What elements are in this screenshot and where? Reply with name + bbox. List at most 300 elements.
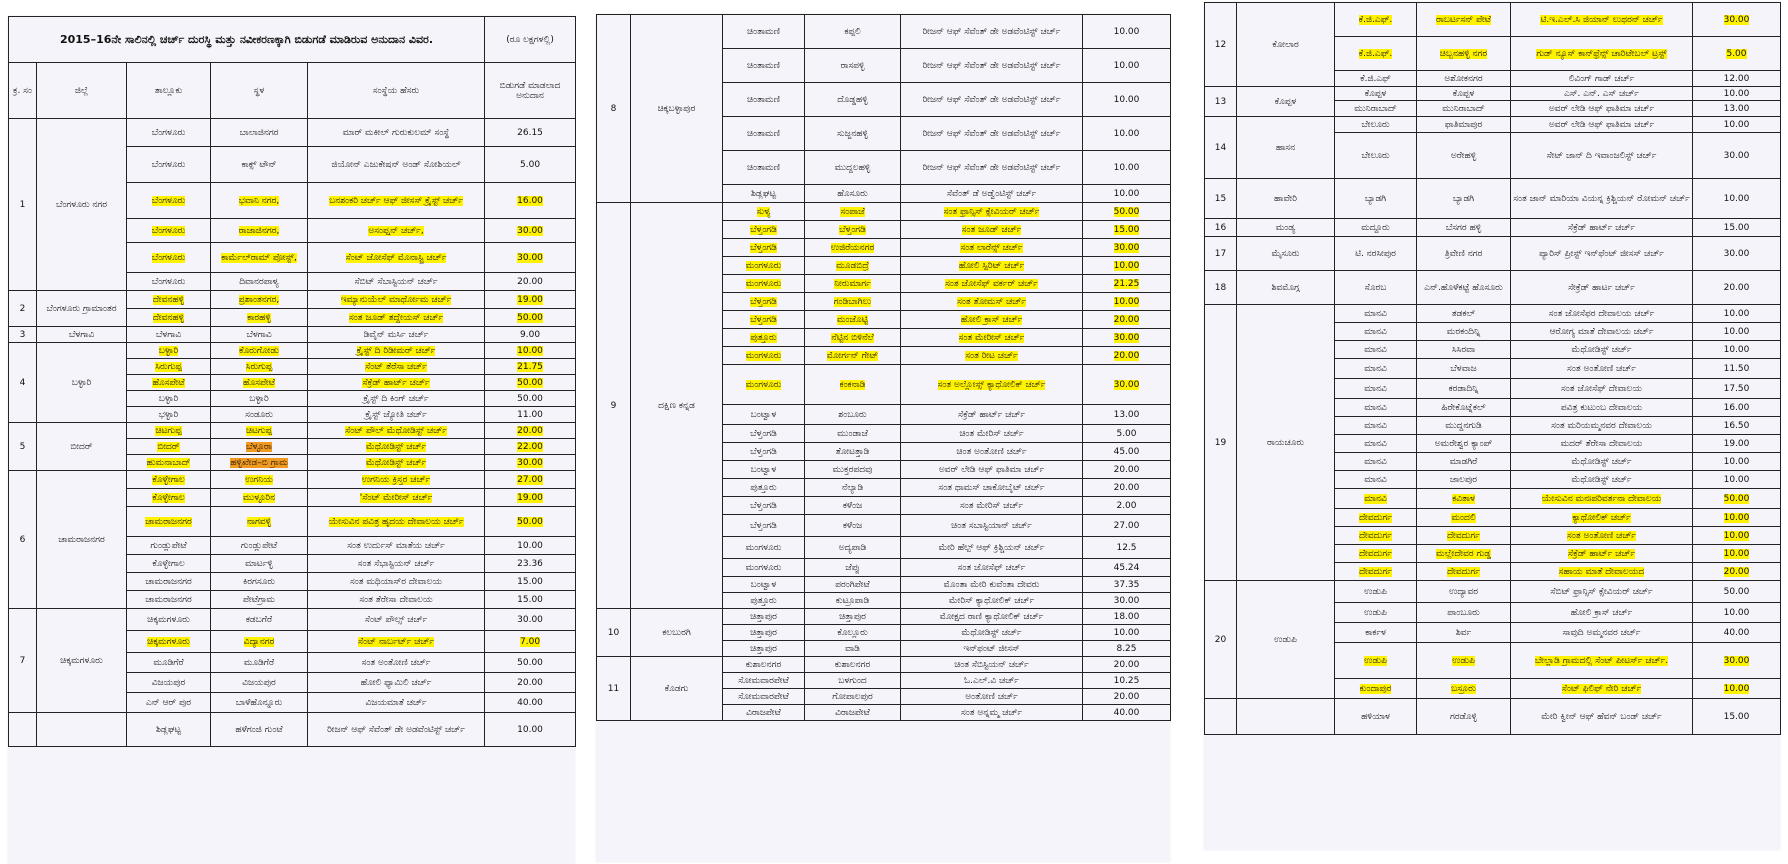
institution-cell-text: ಸಂತ ಅನ್ನಮ್ಮ ಚರ್ಚ್ xyxy=(960,707,1023,718)
taluk-cell-text: ಚಾಮರಾಜನಗರ xyxy=(145,594,192,605)
institution-cell xyxy=(1511,643,1693,679)
amount-cell xyxy=(1083,515,1171,537)
taluk-cell-text: ವಿರಾಜಪೇಟೆ xyxy=(746,707,781,718)
place-cell xyxy=(805,83,901,117)
taluk-cell-text: ಚಿಂತಾಮಣಿ xyxy=(747,162,780,173)
taluk-cell-text: ಮಾನವಿ xyxy=(1364,308,1387,319)
place-cell-text: ಮುದ್ದನಗುಡಿ xyxy=(1445,420,1482,431)
institution-cell-text: ಓ.ಎಲ್.ವಿ ಚರ್ಚ್ xyxy=(964,675,1019,686)
taluk-cell-text: ಉಡುಪಿ xyxy=(1364,655,1387,666)
amount-cell xyxy=(1693,471,1781,489)
amount-cell-text: 15.00 xyxy=(517,576,543,587)
taluk-cell xyxy=(1335,87,1417,101)
taluk-cell-text: ದೇವದುರ್ಗ xyxy=(1359,548,1392,559)
amount-cell-text: 50.00 xyxy=(517,393,543,404)
place-cell-text: ದೇವದುರ್ಗ xyxy=(1447,566,1480,577)
amount-cell xyxy=(1693,341,1781,359)
taluk-cell-text: ವಿಜಯಪುರ xyxy=(151,677,186,688)
institution-cell xyxy=(1511,489,1693,509)
institution-cell xyxy=(308,343,485,359)
institution-cell xyxy=(1511,359,1693,379)
serial-number: 11 xyxy=(597,657,631,721)
taluk-cell xyxy=(1335,117,1417,133)
institution-cell xyxy=(308,537,485,555)
taluk-cell-text: ಮದ್ದೂರು xyxy=(1361,222,1390,233)
taluk-cell xyxy=(1335,37,1417,71)
amount-cell-text: 50.00 xyxy=(517,657,543,668)
amount-cell-text: 20.00 xyxy=(1723,282,1750,293)
place-cell-text: ಬೆಳವಾಜ xyxy=(1450,363,1477,374)
district-cell: ರಾಯಚೂರು xyxy=(1237,305,1335,581)
taluk-cell xyxy=(1335,527,1417,545)
institution-cell xyxy=(901,425,1083,443)
institution-cell xyxy=(308,631,485,653)
amount-cell-text: 10.00 xyxy=(1723,456,1750,467)
place-cell xyxy=(211,555,308,573)
amount-cell-text: 10.00 xyxy=(1113,162,1140,173)
institution-cell xyxy=(308,147,485,183)
institution-cell xyxy=(308,375,485,391)
institution-cell-text: ಸೇಟ್ ಜಾನ್ ದಿ ಇವಾಂಜಲಿಸ್ಟ್ ಚರ್ಚ್ xyxy=(1546,150,1657,161)
institution-cell-text: ಲಿವಿಂಗ್ ಗಾಡ್ ಚರ್ಚ್ xyxy=(1568,73,1635,84)
place-cell xyxy=(211,693,308,713)
amount-cell xyxy=(485,327,576,343)
place-cell-text: ಬಳ್ಳಾರಿ xyxy=(249,393,269,404)
serial-number: 7 xyxy=(9,609,37,713)
amount-cell-text: 21.25 xyxy=(1113,278,1140,289)
taluk-cell xyxy=(723,203,805,221)
institution-cell xyxy=(308,119,485,147)
amount-cell-text: 2.00 xyxy=(1116,500,1137,511)
institution-cell-text: ಸಂತ ಉರ್ದುಸ್ ಮಾತೆಯ ಚರ್ಚ್ xyxy=(347,540,445,551)
serial-number: 16 xyxy=(1205,219,1237,237)
taluk-cell-text: ಕುಂದಾಪುರ xyxy=(1359,683,1392,694)
amount-cell-text: 15.00 xyxy=(1723,711,1750,722)
taluk-cell xyxy=(127,537,211,555)
taluk-cell xyxy=(1335,489,1417,509)
place-cell-text: ಮಾರ್ಟಳ್ಳಿ xyxy=(245,558,273,569)
place-cell xyxy=(1417,341,1511,359)
institution-cell xyxy=(901,461,1083,479)
institution-cell xyxy=(901,641,1083,657)
table-row xyxy=(1205,3,1781,37)
place-cell-text: ತೋಟತ್ತಾಡಿ xyxy=(835,446,870,457)
institution-cell xyxy=(308,555,485,573)
place-cell xyxy=(1417,271,1511,305)
place-cell-text: ಮೂಡಿಗೆರೆ xyxy=(243,657,275,668)
place-cell xyxy=(211,439,308,455)
taluk-cell-text: ಸೊರಬ xyxy=(1364,282,1387,293)
amount-cell xyxy=(1693,133,1781,179)
institution-cell-text: ಡಿವೈನ್ ಮರ್ಸಿ ಚರ್ಚ್ xyxy=(363,329,429,340)
institution-cell xyxy=(308,455,485,471)
amount-cell-text: 20.00 xyxy=(517,276,543,287)
amount-cell-text: 13.00 xyxy=(1113,409,1140,420)
amount-cell-text: 30.00 xyxy=(517,252,543,263)
institution-cell xyxy=(308,673,485,693)
taluk-cell xyxy=(1335,545,1417,563)
serial-number xyxy=(1205,699,1237,735)
institution-cell-text: ಮೇರಿಸ್ ಕ್ಯಾಥೋಲಿಕ್ ಚರ್ಚ್ xyxy=(948,595,1035,606)
place-cell-text: ಕುಟ್ರೂಪಾಡಿ xyxy=(835,595,870,606)
place-cell xyxy=(211,471,308,489)
amount-cell xyxy=(1083,689,1171,705)
institution-cell xyxy=(308,439,485,455)
institution-cell-text: ಬನಶಂಕರಿ ಚರ್ಚ್ ಆಫ್ ಜೀಸಸ್ ಕ್ರೈಸ್ಟ್ ಚರ್ಚ್ xyxy=(329,195,463,206)
place-cell-text: ಬಸ್ರೂರು xyxy=(1451,683,1476,694)
place-cell-text: ಮಂದಲಿ xyxy=(1451,512,1476,523)
taluk-cell-text: ಸುಳ್ಯ xyxy=(756,206,771,217)
taluk-cell xyxy=(1335,699,1417,735)
institution-cell-text: ಬೇಲ್ಲಾಡಿ ಗ್ರಾಮದಲ್ಲಿ ಸೆಂಟ್ ಪೀಟರ್ಸ್ ಚರ್ಚ್. xyxy=(1534,655,1669,666)
place-cell-text: ಪ್ರಶಾಂತನಗರ, xyxy=(238,294,280,305)
institution-cell-text: ಕ್ರೈಸ್ಟ್ ಜ್ಯೋತಿ ಚರ್ಚ್ xyxy=(365,409,427,420)
taluk-cell-text: ಚಿಕ್ಕಮಗಳೂರು xyxy=(147,636,190,647)
amount-cell xyxy=(1083,49,1171,83)
amount-cell-text: 10.00 xyxy=(1113,26,1140,37)
place-cell xyxy=(1417,581,1511,603)
table-row xyxy=(1205,305,1781,323)
amount-cell-text: 10.00 xyxy=(1723,530,1750,541)
institution-cell-text: ಮೆಥೋಡಿಸ್ಟ್ ಚರ್ಚ್ xyxy=(1571,344,1632,355)
amount-cell xyxy=(485,591,576,609)
header-district: ಜಿಲ್ಲೆ xyxy=(37,63,127,119)
amount-cell xyxy=(1083,151,1171,185)
place-cell xyxy=(1417,323,1511,341)
amount-cell-text: 12.00 xyxy=(1723,73,1750,84)
institution-cell xyxy=(1511,179,1693,219)
institution-cell-text: ಮೆಥೋಡಿಸ್ಟ್ ಚರ್ಚ್ xyxy=(365,441,427,452)
institution-cell-text: ಚಿಂತ ಸಬಾಸ್ಟಿಯಾನ್ ಚರ್ಚ್ xyxy=(951,520,1032,531)
amount-cell-text: 26.15 xyxy=(517,127,543,138)
district-cell: ಮೈಸೂರು xyxy=(1237,237,1335,271)
institution-cell-text: ಹೋಲಿ ಕ್ರಾಸ್ ಚರ್ಚ್ xyxy=(960,314,1023,325)
taluk-cell-text: ಬಂಟ್ವಾಳ xyxy=(750,579,777,590)
amount-cell-text: 10.00 xyxy=(1723,683,1750,694)
taluk-cell-text: ದೇವದುರ್ಗ xyxy=(1359,566,1392,577)
amount-cell-text: 30.00 xyxy=(1113,332,1140,343)
place-cell xyxy=(1417,305,1511,323)
place-cell xyxy=(805,221,901,239)
institution-cell xyxy=(901,311,1083,329)
amount-cell xyxy=(485,471,576,489)
place-cell xyxy=(1417,435,1511,453)
district-cell: ಮಂಡ್ಯ xyxy=(1237,219,1335,237)
amount-cell xyxy=(485,273,576,291)
place-cell-text: ಎನ್.ಹೊಳೆಕಟ್ಟೆ ಹೊಸೂರು xyxy=(1424,282,1503,293)
amount-cell xyxy=(485,119,576,147)
amount-cell-text: 10.00 xyxy=(517,345,543,356)
taluk-cell xyxy=(723,689,805,705)
amount-cell xyxy=(485,631,576,653)
taluk-cell xyxy=(127,653,211,673)
place-cell xyxy=(1417,545,1511,563)
serial-number: 14 xyxy=(1205,117,1237,179)
place-cell xyxy=(211,489,308,507)
place-cell-text: ಬಾಲಾಜಿನಗರ xyxy=(239,127,279,138)
document-title: 2015–16ನೇ ಸಾಲಿನಲ್ಲಿ ಚರ್ಚ್ ದುರಸ್ಥಿ ಮತ್ತು ನವೀಕರಣಕ್ಕಾಗಿ ಬಿಡುಗಡೆ ಮಾಡಿರುವ ಅನುದಾನ ವಿವರ. xyxy=(9,17,485,63)
taluk-cell xyxy=(1335,133,1417,179)
place-cell-text: ಬೆಳ್ತಂಗಡಿ xyxy=(839,224,866,235)
taluk-cell-text: ಬೆಳ್ತಂಗಡಿ xyxy=(750,242,777,253)
taluk-cell-text: ಮಂಗಳೂರು xyxy=(745,260,782,271)
place-cell xyxy=(1417,643,1511,679)
place-cell xyxy=(1417,471,1511,489)
institution-cell xyxy=(308,183,485,219)
taluk-cell-text: ಶಿಡ್ಲಘಟ್ಟ xyxy=(155,724,182,735)
place-cell xyxy=(805,705,901,721)
serial-number: 15 xyxy=(1205,179,1237,219)
amount-cell xyxy=(1083,239,1171,257)
place-cell xyxy=(1417,489,1511,509)
place-cell xyxy=(211,183,308,219)
place-cell xyxy=(1417,359,1511,379)
place-cell-text: ತ್ರಿವೇಣಿ ನಗರ xyxy=(1444,248,1483,259)
institution-cell xyxy=(308,327,485,343)
place-cell-text: ಗೋಪಾಲಪುರ xyxy=(832,691,873,702)
amount-cell xyxy=(1083,593,1171,609)
place-cell-text: ಬಾಳೆಹೊನ್ನೂರು xyxy=(235,697,283,708)
taluk-cell xyxy=(127,327,211,343)
serial-number: 4 xyxy=(9,343,37,423)
amount-cell xyxy=(1693,623,1781,643)
taluk-cell xyxy=(723,497,805,515)
institution-cell-text: ಸೆಕ್ರೆಡ್ ಹಾರ್ಟ್ ಚರ್ಚ್ xyxy=(1567,222,1636,233)
amount-cell-text: 50.00 xyxy=(1723,493,1750,504)
place-cell xyxy=(211,391,308,407)
place-cell xyxy=(805,443,901,461)
amount-cell xyxy=(485,573,576,591)
taluk-cell xyxy=(723,257,805,275)
institution-cell xyxy=(901,329,1083,347)
taluk-cell xyxy=(127,507,211,537)
amount-cell xyxy=(1083,203,1171,221)
taluk-cell-text: ಬೆಂಗಳೂರು xyxy=(151,276,186,287)
amount-cell-text: 10.00 xyxy=(1113,260,1140,271)
institution-cell xyxy=(901,673,1083,689)
institution-cell-text: ಕ್ರೈಸ್ಟ್ ದಿ ಕಿಂಗ್ ಚರ್ಚ್ xyxy=(363,393,429,404)
institution-cell-text: ಸೆಂಟ್ ಫಿಲಿಫ್ ನೇರಿ ಚರ್ಚ್ xyxy=(1561,683,1642,694)
amount-cell-text: 19.00 xyxy=(517,294,543,305)
place-cell-text: ಸಿಸಿರವಾ xyxy=(1451,344,1476,355)
taluk-cell xyxy=(1335,453,1417,471)
serial-number: 10 xyxy=(597,609,631,657)
amount-cell-text: 10.00 xyxy=(517,540,543,551)
taluk-cell-text: ಬೇಲೂರು xyxy=(1361,150,1390,161)
institution-cell xyxy=(901,49,1083,83)
institution-cell xyxy=(1511,237,1693,271)
place-cell-text: ಶಂಬೂರು xyxy=(838,409,867,420)
taluk-cell xyxy=(723,537,805,559)
place-cell-text: ಬಳಗುಂದ xyxy=(838,675,867,686)
institution-cell-text: ಸಂತ ಜೋಸೆಫ್ ದೇವಾಲಯ xyxy=(1560,383,1643,394)
taluk-cell-text: ಮಂಗಳೂರು xyxy=(745,542,782,553)
taluk-cell xyxy=(127,423,211,439)
place-cell-text: ಚಿಟಗುಪ್ಪ xyxy=(245,425,273,436)
amount-cell xyxy=(485,507,576,537)
amount-cell-text: 20.00 xyxy=(517,677,543,688)
amount-cell-text: 10.00 xyxy=(1113,60,1140,71)
place-cell-text: ಮಾಡಗಿರೆ xyxy=(1449,456,1478,467)
serial-number: 6 xyxy=(9,471,37,609)
place-cell-text: ಗರಡೊಳ್ಳಿ xyxy=(1450,711,1477,722)
amount-cell-text: 16.00 xyxy=(517,195,543,206)
taluk-cell xyxy=(723,49,805,83)
institution-cell-text: ಮೇರಿ ಹೆಲ್ಪ್ ಆಫ್ ಕ್ರಿಶ್ಚಿಯನ್ ಚರ್ಚ್ xyxy=(938,542,1045,553)
institution-cell-text: ಆರೋಗ್ಯ ಮಾತೆ ದೇವಾಲಯ ಚರ್ಚ್ xyxy=(1549,326,1654,337)
taluk-cell xyxy=(723,577,805,593)
place-cell xyxy=(211,343,308,359)
institution-cell-text: ಹೋಲಿ ಸ್ಪಿರಿಟ್ ಚರ್ಚ್ xyxy=(958,260,1025,271)
institution-cell-text: ಸಂತ ಅಲ್ಲೋಸ್ಸ್ ಕ್ಯಾಥೋಲಿಕ್ ಚರ್ಚ್ xyxy=(937,379,1046,390)
institution-cell-text: ವಿಜಯಮಾತೆ ಚರ್ಚ್ xyxy=(365,697,427,708)
institution-cell-text: ಇನ್‌ಫಂಟ್ ಜೀಸಸ್ xyxy=(963,643,1020,654)
place-cell xyxy=(211,609,308,631)
amount-cell-text: 20.00 xyxy=(1113,659,1140,670)
amount-cell-text: 20.00 xyxy=(1113,482,1140,493)
amount-cell xyxy=(1693,417,1781,435)
table-row xyxy=(597,657,1171,673)
taluk-cell-text: ಮೂಡಿಗೆರೆ xyxy=(153,657,184,668)
institution-cell xyxy=(901,151,1083,185)
place-cell-text: ಉಗನಿಯ xyxy=(245,474,273,485)
taluk-cell xyxy=(1335,471,1417,489)
place-cell xyxy=(211,423,308,439)
taluk-cell xyxy=(1335,323,1417,341)
institution-cell-text: ಸಾವುದಿ ಅಮ್ಮನವರ ಚರ್ಚ್ xyxy=(1562,627,1641,638)
amount-cell-text: 11.00 xyxy=(517,409,543,420)
amount-cell-text: 10.00 xyxy=(1113,188,1140,199)
taluk-cell xyxy=(1335,563,1417,581)
amount-cell xyxy=(485,673,576,693)
institution-cell-text: ಸಂತ ಲಾರೆನ್ಸ್ ಚರ್ಚ್ xyxy=(960,242,1023,253)
institution-cell xyxy=(308,609,485,631)
header-serial: ಕ್ರ. ಸಂ xyxy=(9,63,37,119)
taluk-cell-text: ಚಿಕ್ಕಮಗಳೂರು xyxy=(147,614,190,625)
institution-cell xyxy=(1511,471,1693,489)
place-cell xyxy=(805,609,901,625)
amount-cell xyxy=(485,343,576,359)
institution-cell xyxy=(308,309,485,327)
place-cell xyxy=(211,591,308,609)
institution-cell-text: ಸಂತ ಜೋಸೆಫ್ ಚರ್ಚ್ xyxy=(957,562,1026,573)
place-cell-text: ಮಂಜೊಟ್ಟಿ xyxy=(836,314,869,325)
taluk-cell-text: ಚಿಂತಾಮಣಿ xyxy=(747,26,780,37)
place-cell-text: ಮುಳ್ಳೂರಿನ xyxy=(242,492,276,503)
institution-cell-text: ಸಂತ ತೆರೇಸಾ ದೇವಾಲಯ xyxy=(359,594,433,605)
amount-cell-text: 45.24 xyxy=(1113,562,1140,573)
place-cell-text: ಉಜಿರೆಯನಗರ xyxy=(830,242,875,253)
district-cell: ಬೀದರ್ xyxy=(37,423,127,471)
district-cell: ಉಡುಪಿ xyxy=(1237,581,1335,699)
place-cell-text: ಮೋರ್ಗನ್ ಗೇಟ್ xyxy=(826,350,879,361)
header-institution: ಸಂಸ್ಥೆಯ ಹೆಸರು xyxy=(308,63,485,119)
amount-cell xyxy=(1083,497,1171,515)
serial-number xyxy=(9,713,37,747)
institution-cell-text: ಸಂತ ಜಾನ್ ಮಾರಿಯಾ ವಿಯನ್ನ ಕ್ರಿಶ್ಚಿಯನ್ ರೋಮನ್ ಚರ್ಚ್ xyxy=(1513,193,1690,204)
amount-cell-text: 19.00 xyxy=(1723,438,1750,449)
institution-cell-text: ಅಸಂಪ್ಷನ್ ಚರ್ಚ್, xyxy=(368,225,424,236)
institution-cell xyxy=(901,479,1083,497)
amount-cell xyxy=(1083,625,1171,641)
place-cell xyxy=(805,151,901,185)
place-cell xyxy=(805,311,901,329)
institution-cell xyxy=(308,243,485,273)
institution-cell xyxy=(308,391,485,407)
institution-cell xyxy=(901,257,1083,275)
taluk-cell xyxy=(1335,3,1417,37)
taluk-cell-text: ಬಳ್ಳಾರಿ xyxy=(158,393,179,404)
place-cell-text: ದೇವದುರ್ಗ xyxy=(1447,530,1480,541)
place-cell-text: ಬೆಸಗರ ಹಳ್ಳಿ xyxy=(1445,222,1482,233)
taluk-cell-text: ಬೆಳ್ತಂಗಡಿ xyxy=(750,224,777,235)
institution-cell-text: ಮೆಥೋಡಿಸ್ಟ್ ಚರ್ಚ್ xyxy=(1571,456,1632,467)
place-cell-text: ಕರಡಾದಿನ್ನಿ xyxy=(1448,383,1479,394)
institution-cell-text: 'ಸೆಂಟ್ ಮೇರೀಸ್ ಚರ್ಚ್ xyxy=(359,492,433,503)
amount-cell-text: 16.00 xyxy=(1723,402,1750,413)
place-cell xyxy=(805,239,901,257)
amount-cell-text: 18.00 xyxy=(1113,611,1140,622)
amount-cell xyxy=(1693,509,1781,527)
taluk-cell-text: ಮಾನವಿ xyxy=(1364,420,1387,431)
taluk-cell xyxy=(1335,509,1417,527)
amount-cell-text: 10.00 xyxy=(1113,94,1140,105)
institution-cell-text: ಕ್ರೈಸ್ಟ್ ದಿ ರಿಡೀಮರ್ ಚರ್ಚ್ xyxy=(356,345,436,356)
amount-cell xyxy=(485,653,576,673)
place-cell-text: ಮುಕ್ತರಪದವು xyxy=(832,464,873,475)
place-cell xyxy=(1417,527,1511,545)
place-cell xyxy=(1417,237,1511,271)
institution-cell-text: ಸಂತ ತೋಮಸ್ ಚರ್ಚ್ xyxy=(957,296,1026,307)
taluk-cell-text: ಪುತ್ತೂರು xyxy=(750,595,777,606)
institution-cell-text: ರೀಜನ್ ಆಫ್ ಸೆವೆಂತ್ ಡೇ ಅಡವೆಂಟಿಸ್ಟ್ ಚರ್ಚ್ xyxy=(327,724,465,735)
institution-cell xyxy=(1511,545,1693,563)
institution-cell-text: ರೀಜನ್ ಆಫ್ ಸೆವೆಂತ್ ಡೇ ಅಡವೆಂಟಿಸ್ಟ್ ಚರ್ಚ್ xyxy=(922,26,1061,37)
amount-cell xyxy=(1083,705,1171,721)
place-cell xyxy=(211,653,308,673)
amount-cell-text: 5.00 xyxy=(1116,428,1137,439)
institution-cell-text: ಸಂತ ಥಾಮಸ್ ಚಾಕೋಬೈಟ್ ಚರ್ಚ್ xyxy=(938,482,1045,493)
institution-cell xyxy=(1511,323,1693,341)
place-cell-text: ರಾಜಾಜಿನಗರ, xyxy=(238,225,280,236)
table-row xyxy=(9,343,576,359)
district-cell: ಚಿಕ್ಕಮಗಳೂರು xyxy=(37,609,127,713)
institution-cell-text: ರೀಜನ್ ಆಫ್ ಸೆವೆಂತ್ ಡೇ ಅಡವೆಂಟಿಸ್ಟ್ ಚರ್ಚ್ xyxy=(922,60,1061,71)
place-cell-text: ಕಪ್ಪಲಿ xyxy=(844,26,861,37)
institution-cell xyxy=(1511,87,1693,101)
institution-cell-text: ಮೆಥೋಡಿಸ್ಟ್ ಚರ್ಚ್ xyxy=(961,627,1022,638)
amount-cell-text: 10.00 xyxy=(1723,119,1750,130)
taluk-cell-text: ಹಳಿಯಾಳ xyxy=(1361,711,1390,722)
amount-cell-text: 30.00 xyxy=(517,225,543,236)
taluk-cell xyxy=(127,455,211,471)
institution-cell-text: ಟಿ.ಇ.ಎಲ್.ಸಿ ಜಿಯಾನ್ ಲುಥರನ್ ಚರ್ಚ್ xyxy=(1540,14,1663,25)
table-row xyxy=(9,327,576,343)
taluk-cell-text: ಕೊಳ್ಳೇಗಾಲ xyxy=(152,474,185,485)
institution-cell xyxy=(901,185,1083,203)
taluk-cell-text: ಹುಮನಾಬಾದ್ xyxy=(146,457,191,468)
amount-cell-text: 10.00 xyxy=(1723,326,1750,337)
institution-cell-text: ಸಂತ ಮರಿಯಮ್ಮನವರ ದೇವಾಲಯ xyxy=(1551,420,1652,431)
amount-cell xyxy=(485,455,576,471)
serial-number: 3 xyxy=(9,327,37,343)
institution-cell-text: ಎಸ್. ಎನ್. ಎಸ್ ಚರ್ಚ್ xyxy=(1564,88,1639,99)
place-cell xyxy=(211,673,308,693)
taluk-cell-text: ಕೊಳ್ಳೇಗಾಲ xyxy=(152,492,185,503)
institution-cell-text: ಯೇಸುವಿನ ಮನಃಪರಿವರ್ತನಾ ದೇವಾಲಯ xyxy=(1541,493,1662,504)
taluk-cell xyxy=(127,693,211,713)
institution-cell xyxy=(901,83,1083,117)
